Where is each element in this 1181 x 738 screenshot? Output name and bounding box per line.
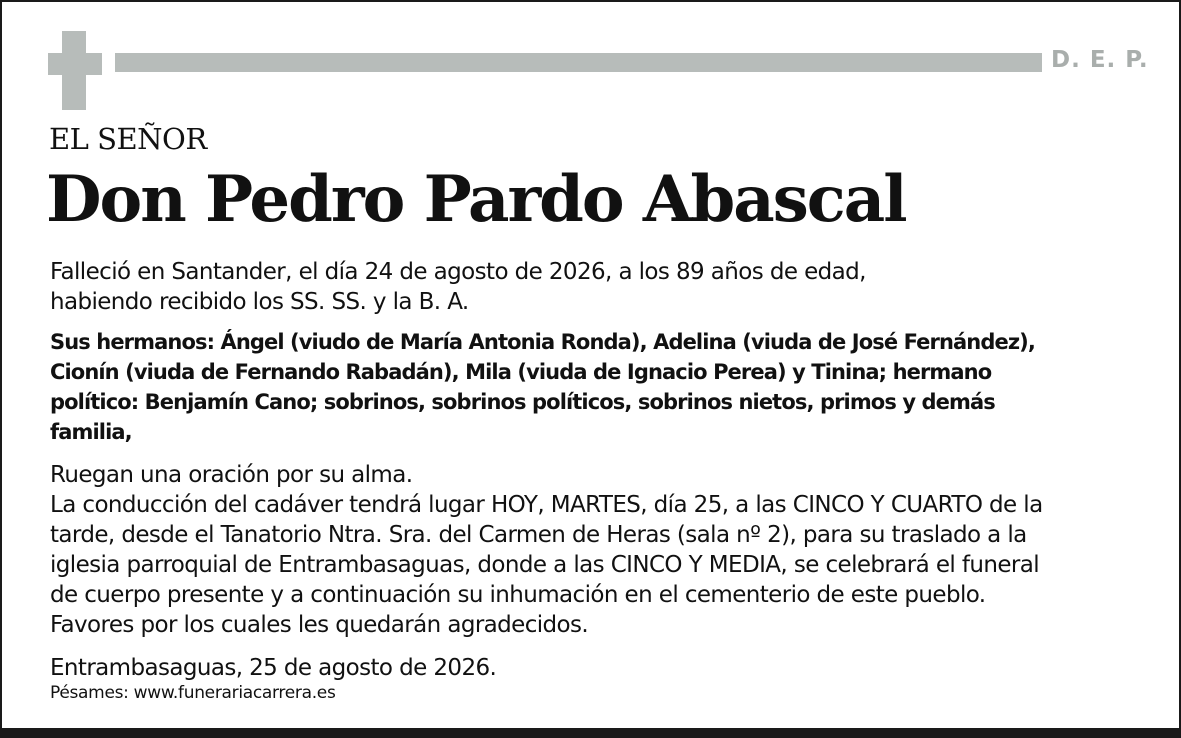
death-info <box>50 257 866 317</box>
deceased-name: Don Pedro Pardo Abascal <box>46 162 906 237</box>
family-line: familia, <box>50 420 132 444</box>
service-line: de cuerpo presente y a continuación su inhumación en el cementerio de este pueblo. <box>50 582 986 608</box>
place-date: Entrambasaguas, 25 de agosto de 2026. <box>50 655 497 681</box>
service-line: La conducción del cadáver tendrá lugar HOY, MARTES, día 25, a las CINCO Y CUARTO de la <box>50 492 1043 518</box>
service-line: iglesia parroquial de Entrambasaguas, donde a las CINCO Y MEDIA, se celebrará el funeral <box>50 552 1040 578</box>
service-line: Favores por los cuales les quedarán agradecidos. <box>50 612 589 638</box>
family-list <box>50 327 1035 447</box>
honorific-title: EL SEÑOR <box>49 122 207 156</box>
family-line: Sus hermanos: Ángel (viudo de María Antonia Ronda), Adelina (viuda de José Fernández), <box>50 330 1035 354</box>
header-rule <box>115 53 1042 72</box>
bottom-bar <box>2 728 1181 738</box>
death-info-line: Falleció en Santander, el día 24 de agosto de 2026, a los 89 años de edad, <box>50 259 866 285</box>
service-line: Ruegan una oración por su alma. <box>50 462 413 488</box>
family-line: Cionín (viuda de Fernando Rabadán), Mila (viuda de Ignacio Perea) y Tinina; hermano <box>50 360 992 384</box>
dep-label: D. E. P. <box>1051 47 1149 73</box>
cross-icon <box>48 31 102 110</box>
service-line: tarde, desde el Tanatorio Ntra. Sra. del Carmen de Heras (sala nº 2), para su traslado a la <box>50 522 1027 548</box>
death-info-line: habiendo recibido los SS. SS. y la B. A. <box>50 289 469 315</box>
family-line: político: Benjamín Cano; sobrinos, sobrinos políticos, sobrinos nietos, primos y demás <box>50 390 995 414</box>
service-details <box>50 460 1043 640</box>
condolences-link: Pésames: www.funerariacarrera.es <box>50 683 336 703</box>
